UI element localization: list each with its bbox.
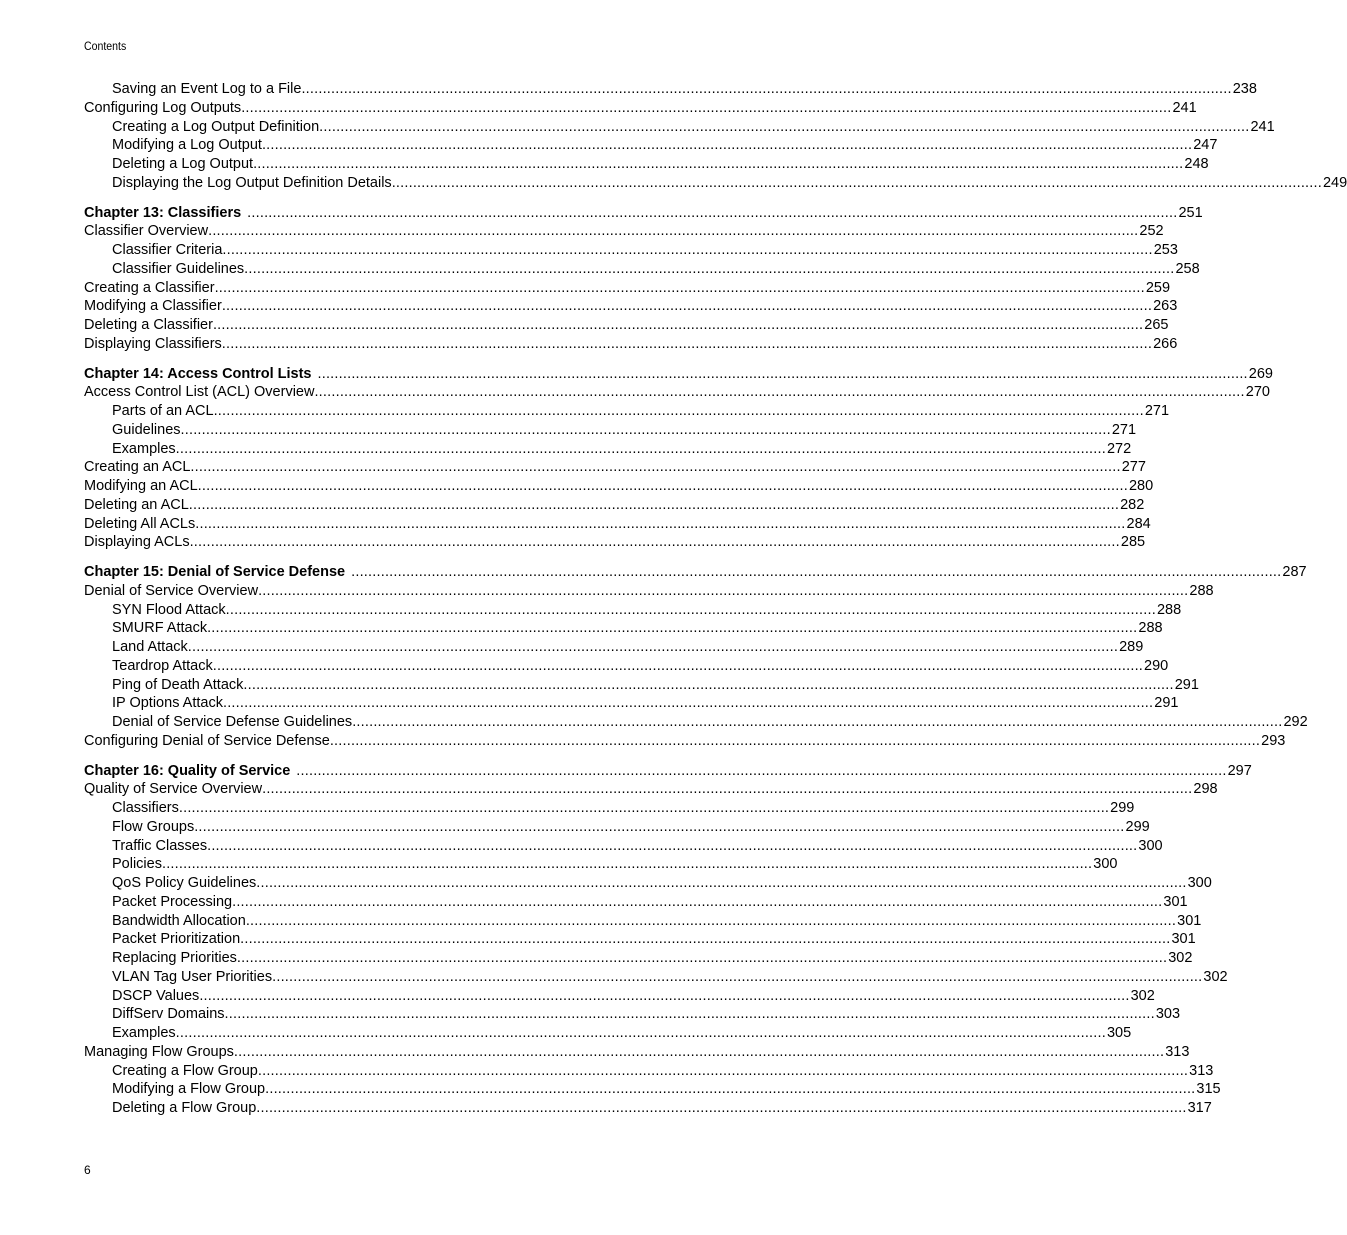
toc-chapter-entry: [84, 204, 1203, 223]
toc-entry-page-number: 298: [1193, 781, 1218, 798]
toc-entry-title: Deleting All ACLs: [84, 515, 196, 532]
toc-entry: [84, 316, 1169, 335]
toc-entry-page-number: 271: [1144, 403, 1170, 419]
toc-entry-title: QoS Policy Guidelines: [112, 875, 257, 891]
dot-leader: ............................................................................................................................................................................................................................: [247, 204, 1178, 221]
toc-entry-title: Creating a Log Output Definition: [112, 118, 320, 135]
toc-entry: [84, 155, 1209, 174]
toc-entry-page-number: 248: [1184, 156, 1209, 172]
toc-entry-title: DiffServ Domains: [112, 1006, 225, 1023]
dot-leader: ............................................................................................................................................................................................................................: [256, 875, 1187, 891]
toc-entry-title: Configuring Denial of Service Defense: [84, 732, 330, 749]
toc-entry-title: Replacing Priorities: [112, 950, 237, 966]
toc-entry-page-number: 252: [1139, 223, 1164, 240]
dot-leader: ............................................................................................................................................................................................................................: [236, 950, 1168, 966]
toc-entry: [84, 260, 1200, 279]
toc-entry: [84, 1062, 1214, 1081]
toc-entry: [84, 713, 1308, 732]
toc-entry-title: Policies: [112, 856, 162, 873]
toc-entry-title: Configuring Log Outputs: [84, 99, 242, 116]
toc-entry-page-number: 317: [1187, 1100, 1212, 1116]
toc-entry-title: Chapter 15: Denial of Service Defense: [84, 564, 346, 580]
toc-entry: [84, 515, 1151, 534]
dot-leader: ............................................................................................................................................................................................................................: [222, 242, 1153, 258]
toc-entry-title: Chapter 14: Access Control Lists: [84, 365, 312, 382]
dot-leader: ............................................................................................................................................................................................................................: [257, 1062, 1189, 1079]
toc-section: [84, 762, 1252, 1118]
toc-entry: [84, 496, 1145, 515]
table-of-contents: [84, 80, 1347, 1118]
toc-entry-title: Traffic Classes: [112, 837, 208, 854]
toc-entry-page-number: 289: [1119, 639, 1144, 655]
toc-entry-page-number: 258: [1175, 260, 1200, 277]
toc-entry: [84, 968, 1228, 987]
toc-entry: [84, 335, 1178, 354]
toc-entry-page-number: 292: [1283, 714, 1308, 730]
toc-entry-page-number: 299: [1110, 800, 1135, 816]
toc-entry-page-number: 302: [1203, 968, 1228, 985]
dot-leader: ............................................................................................................................................................................................................................: [244, 260, 1175, 277]
page-number: 6: [84, 1163, 91, 1177]
toc-entry-page-number: 301: [1163, 893, 1188, 910]
toc-entry-title: Access Control List (ACL) Overview: [84, 384, 315, 401]
dot-leader: ............................................................................................................................................................................................................................: [189, 534, 1120, 551]
dot-leader: ............................................................................................................................................................................................................................: [195, 515, 1126, 532]
toc-entry-page-number: 249: [1322, 174, 1347, 191]
toc-entry: [84, 421, 1137, 440]
toc-entry-page-number: 288: [1156, 601, 1182, 618]
dot-leader: ............................................................................................................................................................................................................................: [214, 279, 1145, 296]
dot-leader: ............................................................................................................................................................................................................................: [197, 478, 1128, 494]
toc-entry-page-number: 305: [1106, 1025, 1132, 1041]
toc-entry-page-number: 288: [1189, 582, 1214, 599]
toc-entry-title: Quality of Service Overview: [84, 781, 263, 798]
dot-leader: ............................................................................................................................................................................................................................: [180, 421, 1111, 438]
toc-entry-page-number: 284: [1126, 515, 1151, 532]
toc-entry-page-number: 313: [1189, 1062, 1214, 1079]
toc-entry: [84, 402, 1170, 421]
toc-entry: [84, 383, 1270, 402]
toc-entry-title: Teardrop Attack: [112, 657, 213, 674]
toc-section: [84, 365, 1273, 553]
toc-entry-title: Guidelines: [112, 421, 181, 438]
toc-entry: [84, 893, 1188, 912]
toc-entry: [84, 440, 1132, 459]
toc-entry: [84, 657, 1169, 676]
dot-leader: ............................................................................................................................................................................................................................: [243, 676, 1174, 693]
toc-entry: [84, 279, 1171, 298]
toc-entry-title: Classifier Guidelines: [112, 260, 245, 277]
toc-entry: [84, 1080, 1221, 1099]
dot-leader: ............................................................................................................................................................................................................................: [199, 987, 1130, 1004]
toc-entry: [84, 780, 1218, 799]
toc-entry-page-number: 300: [1138, 837, 1163, 854]
toc-entry-title: Displaying Classifiers: [84, 335, 222, 352]
toc-entry: [84, 638, 1144, 657]
toc-entry-title: Modifying an ACL: [84, 478, 198, 494]
toc-entry: [84, 118, 1275, 137]
toc-entry-title: Examples: [112, 440, 176, 457]
dot-leader: ............................................................................................................................................................................................................................: [256, 1100, 1187, 1116]
dot-leader: ............................................................................................................................................................................................................................: [224, 1006, 1155, 1023]
dot-leader: ............................................................................................................................................................................................................................: [232, 893, 1163, 910]
toc-entry-page-number: 271: [1111, 421, 1137, 438]
dot-leader: ............................................................................................................................................................................................................................: [391, 174, 1322, 191]
toc-entry-page-number: 280: [1128, 478, 1154, 494]
dot-leader: ............................................................................................................................................................................................................................: [296, 762, 1227, 779]
toc-entry: [84, 855, 1118, 874]
toc-entry-title: Deleting an ACL: [84, 496, 189, 513]
toc-entry-title: Bandwidth Allocation: [112, 912, 246, 929]
dot-leader: ............................................................................................................................................................................................................................: [240, 931, 1171, 948]
toc-entry-page-number: 266: [1153, 335, 1178, 352]
dot-leader: ............................................................................................................................................................................................................................: [187, 639, 1119, 655]
dot-leader: ............................................................................................................................................................................................................................: [262, 781, 1193, 798]
toc-entry-page-number: 263: [1153, 298, 1178, 315]
toc-entry-page-number: 290: [1144, 657, 1169, 674]
toc-entry-page-number: 247: [1193, 137, 1218, 154]
toc-entry-title: Modifying a Flow Group: [112, 1081, 266, 1098]
dot-leader: ............................................................................................................................................................................................................................: [212, 657, 1144, 674]
dot-leader: ............................................................................................................................................................................................................................: [233, 1043, 1165, 1060]
toc-entry-title: Modifying a Classifier: [84, 298, 222, 315]
dot-leader: ............................................................................................................................................................................................................................: [258, 582, 1189, 599]
toc-entry: [84, 930, 1196, 949]
toc-entry: [84, 582, 1214, 601]
toc-entry: [84, 837, 1163, 856]
toc-entry-page-number: 288: [1138, 620, 1163, 637]
toc-entry-page-number: 241: [1172, 99, 1197, 116]
dot-leader: ............................................................................................................................................................................................................................: [241, 99, 1172, 116]
toc-chapter-entry: [84, 365, 1273, 384]
dot-leader: ............................................................................................................................................................................................................................: [317, 365, 1248, 382]
toc-entry-title: Parts of an ACL: [112, 403, 214, 419]
toc-entry: [84, 949, 1193, 968]
toc-entry-title: Denial of Service Overview: [84, 582, 259, 599]
toc-entry-page-number: 253: [1153, 242, 1178, 258]
toc-section: [84, 563, 1308, 751]
toc-entry: [84, 1024, 1132, 1043]
toc-entry: [84, 458, 1146, 477]
toc-entry-page-number: 277: [1121, 459, 1146, 476]
toc-entry-page-number: 301: [1177, 912, 1202, 929]
dot-leader: ............................................................................................................................................................................................................................: [194, 818, 1125, 835]
toc-entry-page-number: 269: [1248, 365, 1273, 382]
toc-entry-page-number: 300: [1093, 856, 1118, 873]
toc-entry: [84, 241, 1178, 260]
toc-entry-title: SYN Flood Attack: [112, 601, 226, 618]
toc-entry: [84, 1099, 1212, 1118]
toc-entry-title: SMURF Attack: [112, 620, 208, 637]
toc-entry-page-number: 282: [1120, 496, 1145, 513]
toc-entry: [84, 477, 1154, 496]
toc-entry-page-number: 300: [1187, 875, 1212, 891]
toc-entry-page-number: 251: [1178, 204, 1203, 221]
toc-entry-title: Modifying a Log Output: [112, 137, 262, 154]
dot-leader: ............................................................................................................................................................................................................................: [319, 118, 1250, 135]
toc-entry-page-number: 287: [1282, 564, 1307, 580]
toc-section: [84, 204, 1203, 354]
toc-entry-title: Deleting a Classifier: [84, 317, 213, 333]
toc-entry-page-number: 270: [1245, 384, 1270, 401]
toc-entry-title: Creating a Flow Group: [112, 1062, 258, 1079]
toc-entry-page-number: 291: [1174, 676, 1199, 693]
toc-entry-page-number: 297: [1227, 762, 1252, 779]
toc-entry-page-number: 302: [1130, 987, 1155, 1004]
toc-entry-page-number: 299: [1125, 818, 1150, 835]
dot-leader: ............................................................................................................................................................................................................................: [222, 695, 1154, 712]
toc-entry-page-number: 315: [1196, 1081, 1221, 1098]
dot-leader: ............................................................................................................................................................................................................................: [329, 732, 1261, 749]
toc-entry: [84, 732, 1286, 751]
toc-chapter-entry: [84, 563, 1307, 582]
dot-leader: ............................................................................................................................................................................................................................: [272, 968, 1203, 985]
toc-entry: [84, 676, 1199, 695]
toc-entry-page-number: 293: [1261, 732, 1286, 749]
toc-entry-page-number: 313: [1165, 1043, 1190, 1060]
dot-leader: ............................................................................................................................................................................................................................: [352, 714, 1283, 730]
toc-entry-title: Deleting a Flow Group: [112, 1100, 257, 1116]
dot-leader: ............................................................................................................................................................................................................................: [253, 156, 1184, 172]
toc-chapter-entry: [84, 762, 1252, 781]
toc-entry: [84, 222, 1164, 241]
toc-section: [84, 80, 1347, 193]
toc-entry-title: Denial of Service Defense Guidelines: [112, 714, 353, 730]
toc-entry-title: Creating a Classifier: [84, 279, 215, 296]
dot-leader: ............................................................................................................................................................................................................................: [190, 459, 1121, 476]
dot-leader: ............................................................................................................................................................................................................................: [225, 601, 1156, 618]
toc-entry-title: Displaying ACLs: [84, 534, 190, 551]
toc-entry: [84, 619, 1163, 638]
dot-leader: ............................................................................................................................................................................................................................: [265, 1081, 1196, 1098]
toc-entry-page-number: 241: [1250, 118, 1275, 135]
dot-leader: ............................................................................................................................................................................................................................: [207, 620, 1138, 637]
toc-entry-title: DSCP Values: [112, 987, 200, 1004]
running-header: Contents: [84, 39, 127, 53]
toc-entry: [84, 136, 1218, 155]
toc-entry: [84, 533, 1146, 552]
toc-entry-title: Chapter 13: Classifiers: [84, 204, 242, 221]
toc-entry-page-number: 265: [1144, 317, 1169, 333]
dot-leader: ............................................................................................................................................................................................................................: [314, 384, 1245, 401]
toc-entry-page-number: 272: [1106, 440, 1132, 457]
toc-entry-page-number: 301: [1171, 931, 1196, 948]
dot-leader: ............................................................................................................................................................................................................................: [161, 856, 1093, 873]
toc-entry-title: Packet Processing: [112, 893, 233, 910]
toc-entry-page-number: 259: [1145, 279, 1171, 296]
toc-entry: [84, 297, 1178, 316]
toc-entry: [84, 99, 1197, 118]
toc-entry-page-number: 291: [1154, 695, 1179, 712]
dot-leader: ............................................................................................................................................................................................................................: [175, 1025, 1106, 1041]
dot-leader: ............................................................................................................................................................................................................................: [208, 223, 1139, 240]
toc-entry: [84, 694, 1179, 713]
dot-leader: ............................................................................................................................................................................................................................: [175, 440, 1106, 457]
toc-entry-title: Packet Prioritization: [112, 931, 241, 948]
toc-entry-title: VLAN Tag User Priorities: [112, 968, 273, 985]
toc-entry: [84, 818, 1150, 837]
toc-entry-title: Managing Flow Groups: [84, 1043, 234, 1060]
toc-entry: [84, 601, 1182, 620]
toc-entry: [84, 1005, 1181, 1024]
toc-entry-title: Deleting a Log Output: [112, 156, 254, 172]
dot-leader: ............................................................................................................................................................................................................................: [221, 335, 1153, 352]
toc-entry: [84, 174, 1347, 193]
toc-entry-title: Examples: [112, 1025, 176, 1041]
toc-entry-title: Chapter 16: Quality of Service: [84, 762, 291, 779]
toc-entry: [84, 912, 1202, 931]
dot-leader: ............................................................................................................................................................................................................................: [212, 317, 1144, 333]
toc-entry-page-number: 285: [1120, 534, 1146, 551]
dot-leader: ............................................................................................................................................................................................................................: [221, 298, 1153, 315]
toc-entry-page-number: 302: [1168, 950, 1193, 966]
dot-leader: ............................................................................................................................................................................................................................: [301, 81, 1232, 97]
toc-entry-page-number: 238: [1232, 81, 1257, 97]
toc-entry-title: Displaying the Log Output Definition Details: [112, 174, 392, 191]
toc-entry-page-number: 303: [1155, 1006, 1181, 1023]
toc-entry: [84, 1043, 1190, 1062]
toc-entry-title: Ping of Death Attack: [112, 676, 244, 693]
dot-leader: ............................................................................................................................................................................................................................: [261, 137, 1193, 154]
dot-leader: ............................................................................................................................................................................................................................: [188, 496, 1120, 513]
dot-leader: ............................................................................................................................................................................................................................: [207, 837, 1138, 854]
toc-entry-title: Classifiers: [112, 800, 179, 816]
toc-entry: [84, 987, 1155, 1006]
dot-leader: ............................................................................................................................................................................................................................: [245, 912, 1177, 929]
toc-entry-title: Land Attack: [112, 639, 188, 655]
toc-entry: [84, 874, 1212, 893]
toc-entry-title: Classifier Criteria: [112, 242, 223, 258]
toc-entry-title: Creating an ACL: [84, 459, 191, 476]
toc-entry: [84, 799, 1135, 818]
toc-entry-title: Classifier Overview: [84, 223, 209, 240]
toc-entry-title: Flow Groups: [112, 818, 195, 835]
toc-entry-title: Saving an Event Log to a File: [112, 81, 302, 97]
toc-entry: [84, 80, 1257, 99]
dot-leader: ............................................................................................................................................................................................................................: [213, 403, 1144, 419]
dot-leader: ............................................................................................................................................................................................................................: [351, 564, 1282, 580]
toc-entry-title: IP Options Attack: [112, 695, 223, 712]
dot-leader: ............................................................................................................................................................................................................................: [178, 800, 1110, 816]
